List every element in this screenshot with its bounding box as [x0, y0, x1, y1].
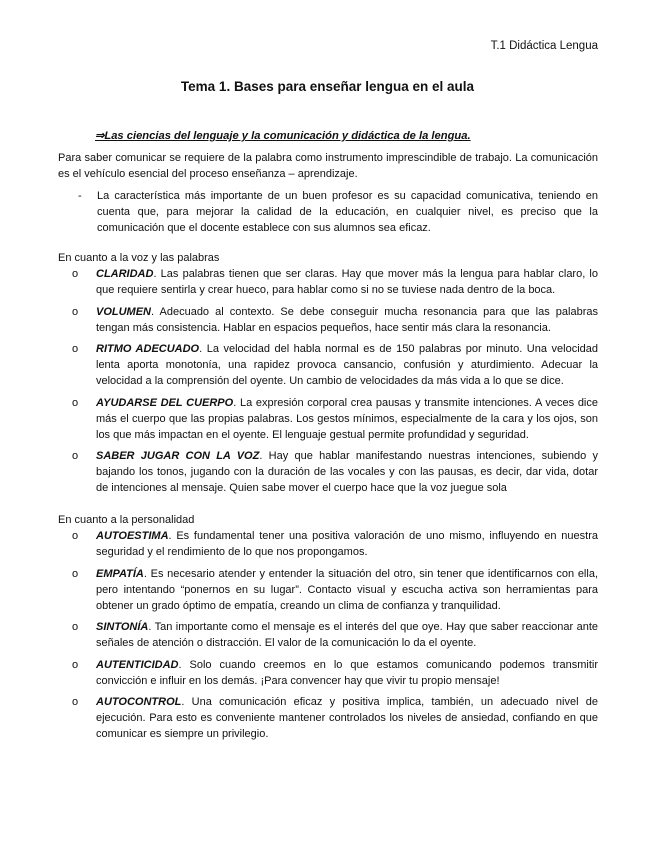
list-item — [72, 448, 598, 496]
dash-marker: - — [78, 190, 82, 202]
item-term: VOLUMEN — [96, 305, 151, 318]
dash-item-text: La característica más importante de un buen profesor es su capacidad comunicativa, teniendo en cuenta que, para mejorar la calidad de la educación, en cualquier nivel, es preciso que la comunicación que el docente establece con sus alumnos sea eficaz. — [97, 190, 598, 234]
bullet-marker: o — [72, 305, 79, 318]
item-text: . Una comunicación eficaz y positiva implica, también, un adecuado nivel de ejecución. Para esto es conveniente mantener controlados los niveles de ansiedad, confiando en que comunicar es siempre un privilegio. — [96, 696, 598, 740]
personality-list — [72, 528, 598, 748]
item-term: SINTONÍA — [96, 621, 149, 633]
page-title: Tema 1. Bases para enseñar lengua en el aula — [180, 79, 475, 94]
dash-list-item — [78, 188, 598, 236]
item-term: RITMO ADECUADO — [96, 343, 200, 355]
bullet-marker: o — [72, 343, 79, 355]
list-item — [72, 566, 598, 614]
item-term: CLARIDAD — [96, 268, 154, 280]
bullet-marker: o — [72, 268, 79, 280]
item-text: . Hay que hablar manifestando nuestras intenciones, subiendo y bajando los tonos, jugando con la duración de las vocales y con las pausas, es decir, dar vida, dotar de intenciones al mensaje. Quien sabe mover el cuerpo hace que la voz juegue sola — [96, 450, 599, 494]
section-label-personality: En cuanto a la personalidad — [58, 514, 195, 526]
bullet-marker: o — [72, 530, 79, 542]
list-item — [72, 619, 598, 651]
bullet-marker: o — [72, 621, 79, 633]
item-term: AUTOESTIMA — [96, 530, 169, 542]
list-item — [72, 341, 598, 389]
list-item — [72, 304, 598, 336]
running-header: T.1 Didáctica Lengua — [490, 40, 598, 52]
section-subtitle: ⇒Las ciencias del lenguaje y la comunicación y didáctica de la lengua. — [95, 130, 471, 142]
item-text: . La velocidad del habla normal es de 150 palabras por minuto. Una velocidad lenta aporta monotonía, una rapidez provoca cansancio, confusión y aturdimiento. Adecuar la velocidad a la comprensión del oyente. Un cambio de velocidades da más vida a lo que se dice. — [96, 343, 598, 387]
item-text: . Es necesario atender y entender la situación del otro, sin tener que identificarnos con ella, pero intentando “ponernos en su lugar”. Contacto visual y escucha activa son herramientas para obtener un grado óptimo de empatía, creando un clima de confianza y tranquilidad. — [96, 567, 598, 612]
list-item — [72, 657, 598, 689]
list-item — [72, 528, 598, 560]
item-term: SABER JUGAR CON LA VOZ — [96, 450, 260, 462]
item-text: . La expresión corporal crea pausas y transmite intenciones. A veces dice más el cuerpo que las propias palabras. Los gestos mínimos, especialmente de la cara y los ojos, son los que más impactan en el oyente. El lenguaje gestual permite profundidad y seguridad. — [96, 396, 598, 441]
intro-paragraph: Para saber comunicar se requiere de la palabra como instrumento imprescindible de trabajo. La comunicación es el vehículo esencial del proceso enseñanza – aprendizaje. — [58, 152, 598, 180]
bullet-marker: o — [72, 567, 79, 580]
item-term: AUTOCONTROL — [96, 696, 182, 708]
bullet-marker: o — [72, 396, 79, 409]
item-text: . Adecuado al contexto. Se debe conseguir mucha resonancia para que las palabras tengan más consistencia. Hablar en espacios pequeños, hace sentir más clara la resonancia. — [96, 305, 598, 334]
item-text: . Es fundamental tener una positiva valoración de uno mismo, influyendo en nuestra seguridad y el rendimiento de lo que nos propongamos. — [96, 530, 598, 558]
item-term: AUTENTICIDAD — [96, 658, 179, 671]
list-item — [72, 694, 598, 742]
section-label-voice: En cuanto a la voz y las palabras — [58, 252, 220, 264]
bullet-marker: o — [72, 450, 79, 462]
voice-list — [72, 266, 598, 502]
item-term: AYUDARSE DEL CUERPO — [96, 396, 234, 409]
item-text: . Solo cuando creemos en lo que estamos comunicando podemos transmitir convicción e influir en los demás. ¡Para convencer hay que vivir tu propio mensaje! — [96, 658, 598, 687]
bullet-marker: o — [72, 658, 79, 671]
item-text: . Las palabras tienen que ser claras. Hay que mover más la lengua para hablar claro, lo que requiere sentirla y crear hueco, para hablar como si no se tuviese nada dentro de la boca. — [96, 268, 598, 296]
item-term: EMPATÍA — [96, 567, 144, 580]
list-item — [72, 395, 598, 443]
bullet-marker: o — [72, 696, 79, 708]
list-item — [72, 266, 598, 298]
item-text: . Tan importante como el mensaje es el interés del que oye. Hay que saber reaccionar ante señales de atención o distracción. El valor de la comunicación lo da el oyente. — [96, 621, 598, 649]
